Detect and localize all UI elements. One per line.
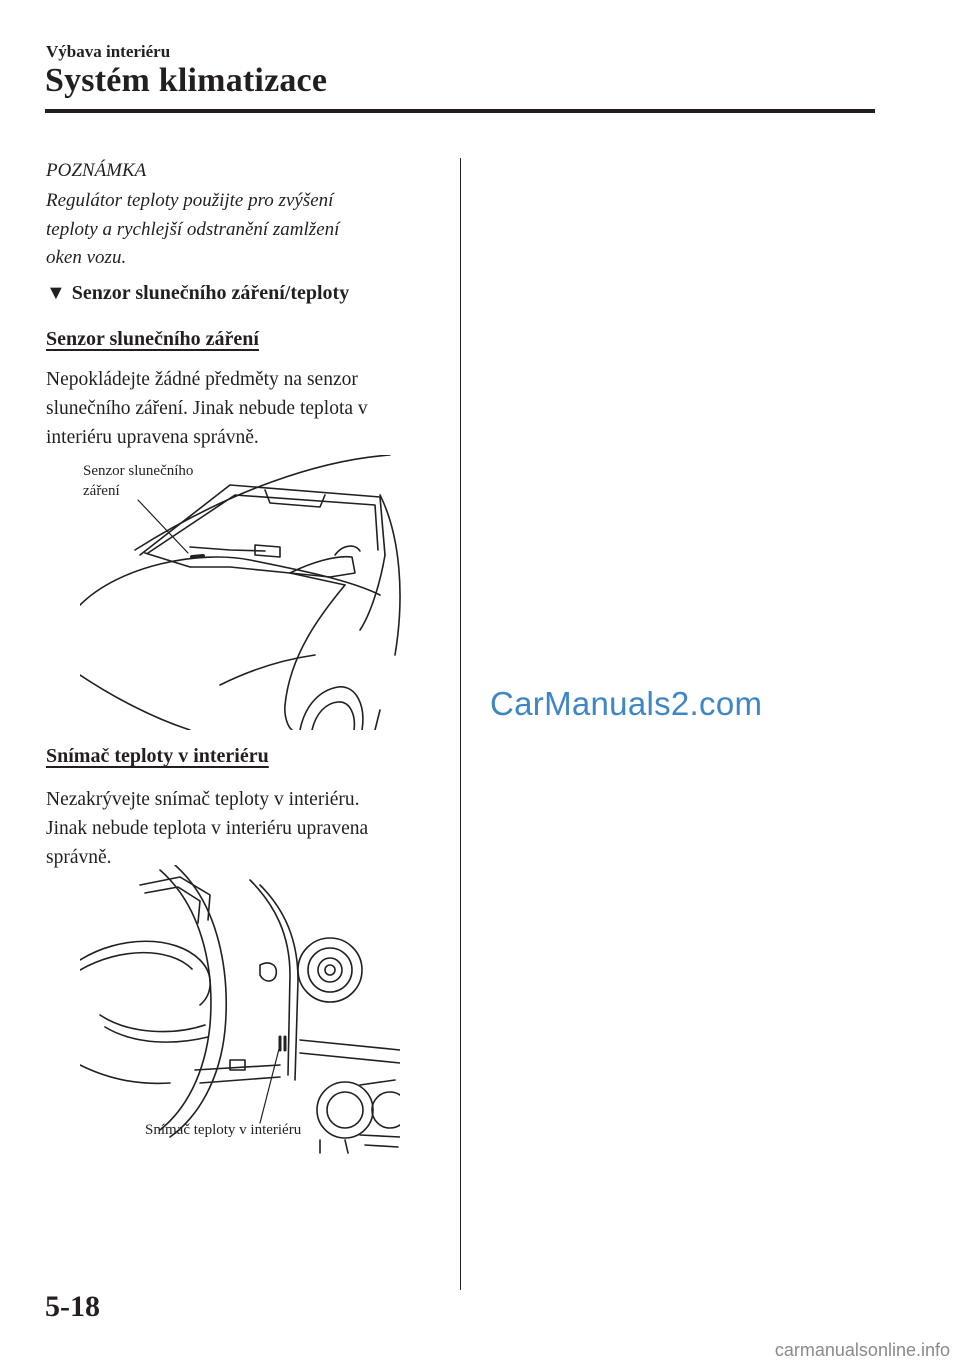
section-heading: [46, 282, 349, 305]
temp-sensor-figure: [80, 865, 400, 1155]
section-label: Výbava interiéru: [46, 42, 171, 61]
watermark: CarManuals2.com: [490, 685, 763, 722]
column-divider: [460, 158, 461, 1290]
sun-sensor-label: Senzor slunečního záření: [83, 463, 194, 499]
dashboard-illustration: [80, 865, 400, 1155]
title-rule: [45, 109, 875, 113]
note-body: Regulátor teploty použijte pro zvýšení teploty a rychlejší odstranění zamlžení oken vozu.: [46, 190, 340, 268]
temp-sensor-subheading: Snímač teploty v interiéru: [46, 745, 269, 767]
sun-sensor-figure: [80, 455, 410, 730]
temp-sensor-label: Snímač teploty v interiéru: [145, 1122, 302, 1138]
note-title: POZNÁMKA: [46, 160, 147, 181]
footer-url[interactable]: carmanualsonline.info: [774, 1340, 950, 1360]
page-number: 5-18: [45, 1290, 100, 1323]
page-title: Systém klimatizace: [45, 62, 328, 99]
sun-sensor-subheading: Senzor slunečního záření: [46, 328, 259, 350]
triangle-down-icon: ▼: [46, 282, 66, 304]
temp-sensor-body: Nezakrývejte snímač teploty v interiéru. Jinak nebude teplota v interiéru upravena správně.: [46, 789, 369, 868]
section-heading-text: Senzor slunečního záření/teploty: [71, 282, 350, 304]
sun-sensor-body: Nepokládejte žádné předměty na senzor slunečního záření. Jinak nebude teplota v interiéru upravena správně.: [46, 369, 368, 448]
